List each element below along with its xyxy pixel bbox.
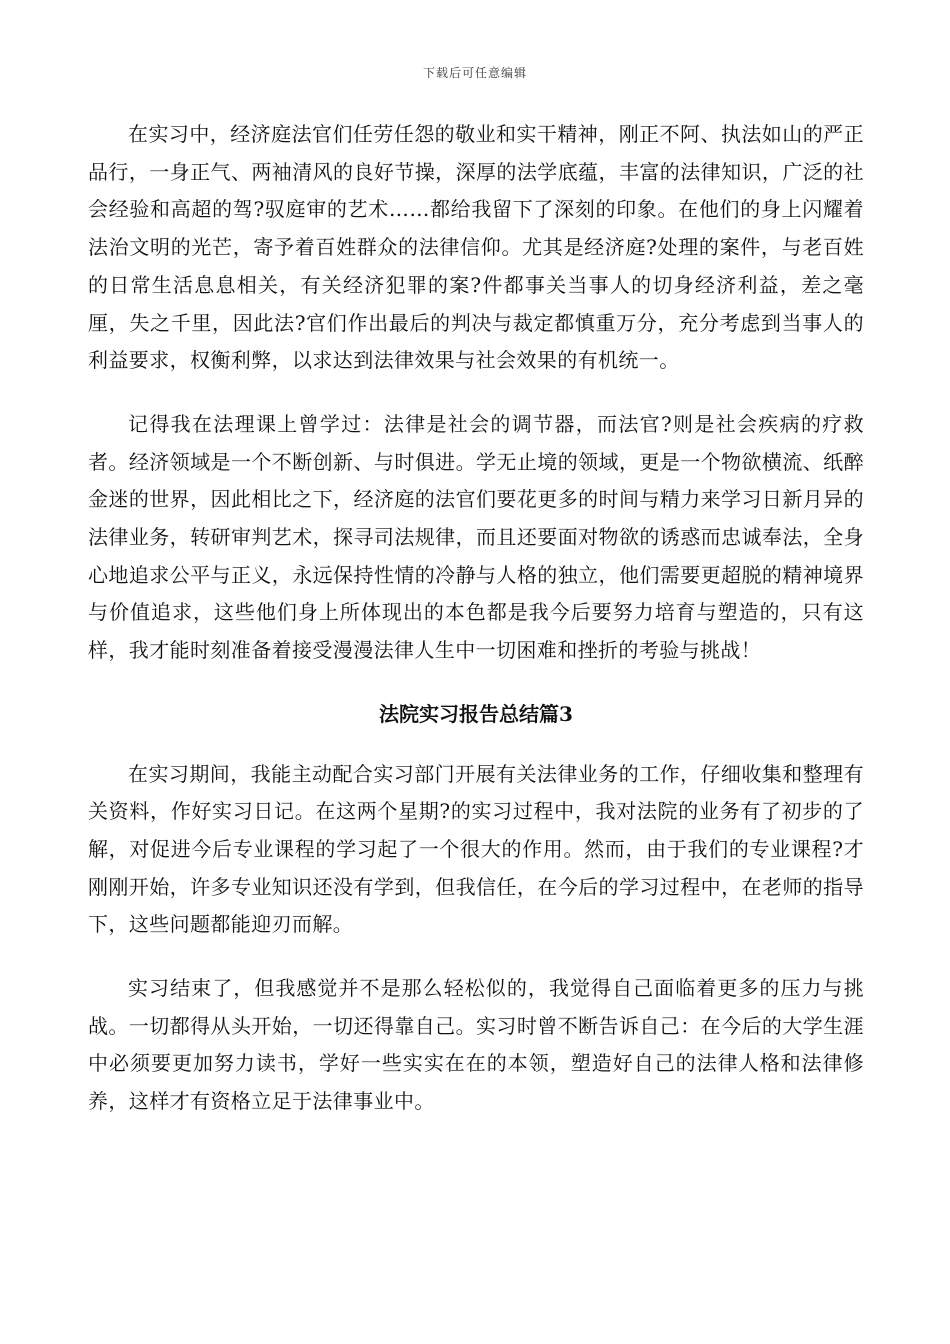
paragraph: 实习结束了，但我感觉并不是那么轻松似的，我觉得自己面临着更多的压力与挑战。一切都得从头开始，一切还得靠自己。实习时曾不断告诉自己：在今后的大学生涯中必须要更加努力读书，学好一些实实在在的本领，塑造好自己的法律人格和法律修养，这样才有资格立足于法律事业中。: [88, 976, 864, 1114]
page-header: 下载后可任意编辑: [422, 66, 527, 80]
paragraph: 在实习中，经济庭法官们任劳任怨的敬业和实干精神，刚正不阿、执法如山的严正品行，一身正气、两袖清风的良好节操，深厚的法学底蕴，丰富的法律知识，广泛的社会经验和高超的驾?驭庭审的艺术……都给我留下了深刻的印象。在他们的身上闪耀着法治文明的光芒，寄予着百姓群众的法律信仰。尤其是经济庭?处理的案件，与老百姓的日常生活息息相关，有关经济犯罪的案?件都事关当事人的切身经济利益，差之毫厘，失之千里，因此法?官们作出最后的判决与裁定都慎重万分，充分考虑到当事人的利益要求，权衡利弊，以求达到法律效果与社会效果的有机统一。: [88, 122, 864, 373]
section-title: 法院实习报告总结篇3: [379, 701, 573, 726]
paragraph: 在实习期间，我能主动配合实习部门开展有关法律业务的工作，仔细收集和整理有关资料，作好实习日记。在这两个星期?的实习过程中，我对法院的业务有了初步的了解，对促进今后专业课程的学习起了一个很大的作用。然而，由于我们的专业课程?才刚刚开始，许多专业知识还没有学到，但我信任，在今后的学习过程中，在老师的指导下，这些问题都能迎刃而解。: [88, 761, 864, 937]
document-body: [88, 116, 864, 1121]
paragraph: 记得我在法理课上曾学过：法律是社会的调节器，而法官?则是社会疾病的疗救者。经济领域是一个不断创新、与时俱进。学无止境的领域，更是一个物欲横流、纸醉金迷的世界，因此相比之下，经济庭的法官们要花更多的时间与精力来学习日新月异的法律业务，转研审判艺术，探寻司法规律，而且还要面对物欲的诱惑而忠诚奉法，全身心地追求公平与正义，永远保持性情的冷静与人格的独立，他们需要更超脱的精神境界与价值追求，这些他们身上所体现出的本色都是我今后要努力培育与塑造的，只有这样，我才能时刻准备着接受漫漫法律人生中一切困难和挫折的考验与挑战！: [88, 411, 864, 663]
